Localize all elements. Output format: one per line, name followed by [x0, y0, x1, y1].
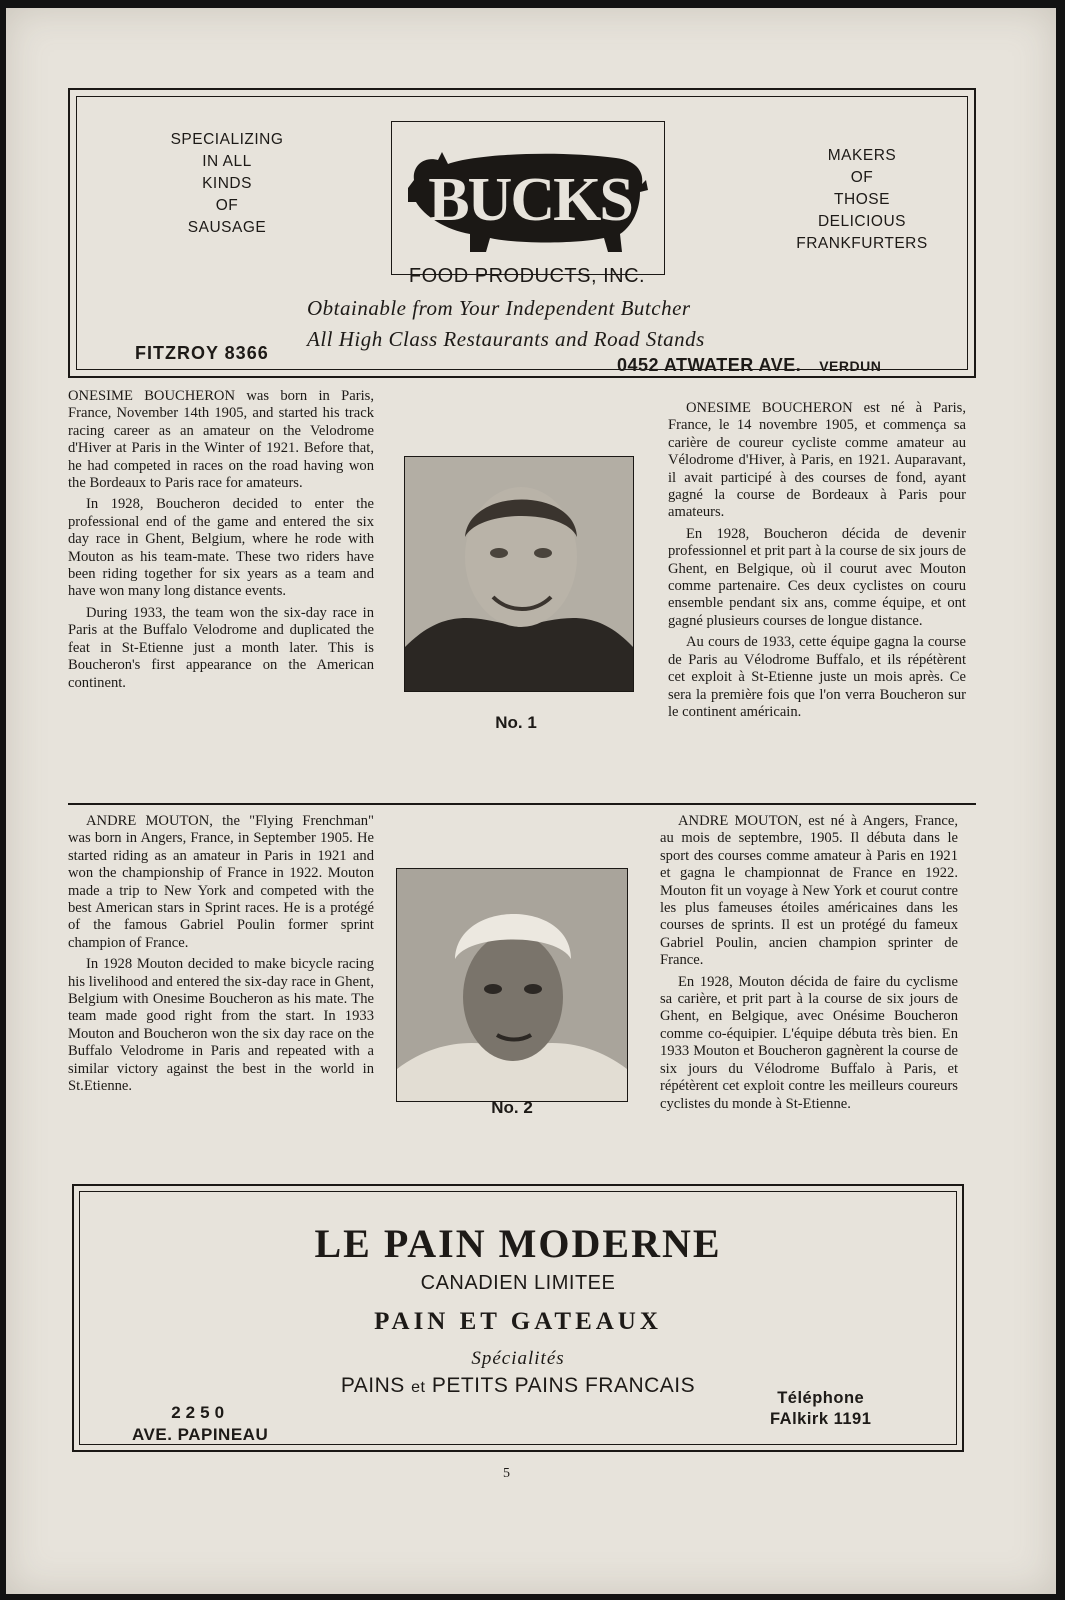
ad-pains-rest: PETITS PAINS FRANCAIS: [431, 1374, 696, 1397]
section-divider: [68, 803, 976, 805]
ad-city: VERDUN: [819, 358, 882, 374]
portrait-photo-icon: [397, 869, 627, 1101]
paragraph: ONESIME BOUCHERON was born in Paris, France, November 14th 1905, and started his track racing career as an amateur on the Velodrome d'Hiver at Paris in the Winter of 1921. Before that, he had competed in races on the road having won the Bordeaux to Paris race for amateurs.: [68, 388, 374, 492]
ad-phone: FITZROY 8366: [135, 343, 269, 363]
paragraph: In 1928 Mouton decided to make bicycle racing his livelihood and entered the six-day race in Ghent, Belgium with Onesime Boucheron as his mate. The team made good right from the start. In 1933 Mouton and Boucheron won the six day race on the Buffalo Velodrome in Paris and repeated with a similar victory against the best in the world in St.Etienne.: [68, 956, 374, 1095]
article-1-english: [68, 388, 374, 696]
paragraph: En 1928, Boucheron décida de devenir professionnel et prit part à la course de six jours de Ghent, en Belgique, où il courut avec Mouton comme partenaire. Ces deux cyclistes on couru ensemble pendant six ans, comme équipe, et ont gagné plusieurs courses de longue distance.: [668, 525, 966, 629]
paragraph: Au cours de 1933, cette équipe gagna la course de Paris au Vélodrome Buffalo, et ils répétèrent cet exploit à St-Etienne juste un mois après. Ce sera la première fois que l'on verra Boucheron sur le continent américain.: [668, 634, 966, 720]
ad-left-line: IN ALL: [202, 153, 252, 170]
bucks-advertisement: [68, 88, 976, 378]
ad-right-line: MAKERS: [827, 147, 897, 164]
ad-left-line: OF: [215, 197, 239, 214]
photo-2: [396, 868, 628, 1102]
ad-pains-word: PAINS: [340, 1374, 405, 1397]
ad-right-line: THOSE: [834, 191, 890, 208]
tagline: [307, 293, 747, 355]
brand-logo-text: BUCKS: [428, 166, 632, 234]
ad-left-line: KINDS: [202, 175, 252, 192]
photo-1-caption: No. 1: [495, 713, 537, 732]
pig-logo-icon: [406, 140, 650, 258]
tagline-line-1: Obtainable from Your Independent Butcher: [307, 296, 691, 320]
paragraph: En 1928, Mouton décida de faire du cyclisme sa carière, et prit part à la course de six jours de Ghent, en Belgique, avec Onésime Boucheron comme co-équipier. L'équipe débuta très bien. En 1933 Mouton et Boucheron gagnèrent la course de six jours du Vélodrome Buffalo à Paris, et répétèrent cet exploit contre les meilleurs coureurs cyclistes du monde à St-Etienne.: [660, 973, 958, 1112]
paragraph: ONESIME BOUCHERON est né à Paris, France, le 14 novembre 1905, et commença sa carière de coureur cycliste comme amateur au Vélodrome d'Hiver, à Paris, en 1921. Auparavant, il avait participé à des courses de fond, ayant gagné la course de Bordeaux à Paris pour amateurs.: [668, 400, 966, 521]
ad-right-line: DELICIOUS: [817, 213, 907, 230]
ad-right-line: FRANKFURTERS: [796, 235, 928, 252]
company-name: FOOD PRODUCTS, INC.: [408, 265, 646, 287]
ad-right-text: [777, 145, 947, 255]
ad-left-line: SAUSAGE: [187, 219, 267, 236]
article-1-french: [668, 400, 966, 725]
ad-left-line: SPECIALIZING: [170, 131, 284, 148]
page-number: 5: [503, 1466, 510, 1481]
ad-street: 0452 ATWATER AVE.: [617, 355, 802, 375]
ad-address-street: AVE. PAPINEAU: [132, 1425, 269, 1444]
ad-inner-border: [76, 96, 968, 375]
article-2-french: [660, 813, 958, 1117]
ad-telephone: [770, 1388, 871, 1430]
ad-title: LE PAIN MODERNE: [314, 1221, 722, 1266]
photo-2-caption: No. 2: [491, 1098, 533, 1117]
ad-products-line: PAIN ET GATEAUX: [374, 1308, 662, 1335]
ad-inner-border: [79, 1191, 957, 1445]
ad-address: [617, 355, 881, 376]
paragraph: During 1933, the team won the six-day race in Paris at the Buffalo Velodrome and duplicated the feat in St-Etienne just a month later. This is Boucheron's first appearance on the American continent.: [68, 604, 374, 691]
bucks-logo-box: [391, 121, 665, 275]
ad-telephone-label: Téléphone: [777, 1389, 865, 1407]
tagline-line-2: All High Class Restaurants and Road Stands: [307, 327, 705, 351]
ad-address-number: 2250: [171, 1403, 230, 1422]
portrait-photo-icon: [405, 457, 633, 691]
paragraph: ANDRE MOUTON, est né à Angers, France, au mois de septembre, 1905. Il débuta dans le sport des courses comme amateur à Paris en 1921 et gagna le championnat de France en 1922. Mouton fit un voyage à New York et courut contre les plus fameuses étoiles américaines dans les courses de sprints. Il est un protégé du fameux Gabriel Poulin, ancien champion sprinter de France.: [660, 813, 958, 969]
photo-1: [404, 456, 634, 692]
ad-specialites: Spécialités: [471, 1348, 565, 1369]
ad-bottom-address: [132, 1402, 268, 1446]
ad-subtitle: CANADIEN LIMITEE: [420, 1272, 616, 1294]
program-page: [6, 8, 1056, 1594]
ad-pains-et: et: [411, 1379, 426, 1396]
ad-left-text: [157, 129, 297, 239]
paragraph: In 1928, Boucheron decided to enter the professional end of the game and entered the six day race in Ghent, Belgium, where he rode with Mouton as his team-mate. These two riders have been riding together for six years as a team and have won many long distance events.: [68, 496, 374, 600]
paragraph: ANDRE MOUTON, the "Flying Frenchman" was born in Angers, France, in September 1905. He started riding as an amateur in Paris in 1921 and won the championship of France in 1922. Mouton made a trip to New York and competed with the best American stars in Sprint races. He is a protégé of the famous Gabriel Poulin former sprint champion of France.: [68, 813, 374, 951]
ad-right-line: OF: [850, 169, 874, 186]
ad-telephone-number: FAlkirk 1191: [770, 1410, 872, 1428]
article-2-english: [68, 813, 374, 1100]
pain-moderne-advertisement: [72, 1184, 964, 1452]
